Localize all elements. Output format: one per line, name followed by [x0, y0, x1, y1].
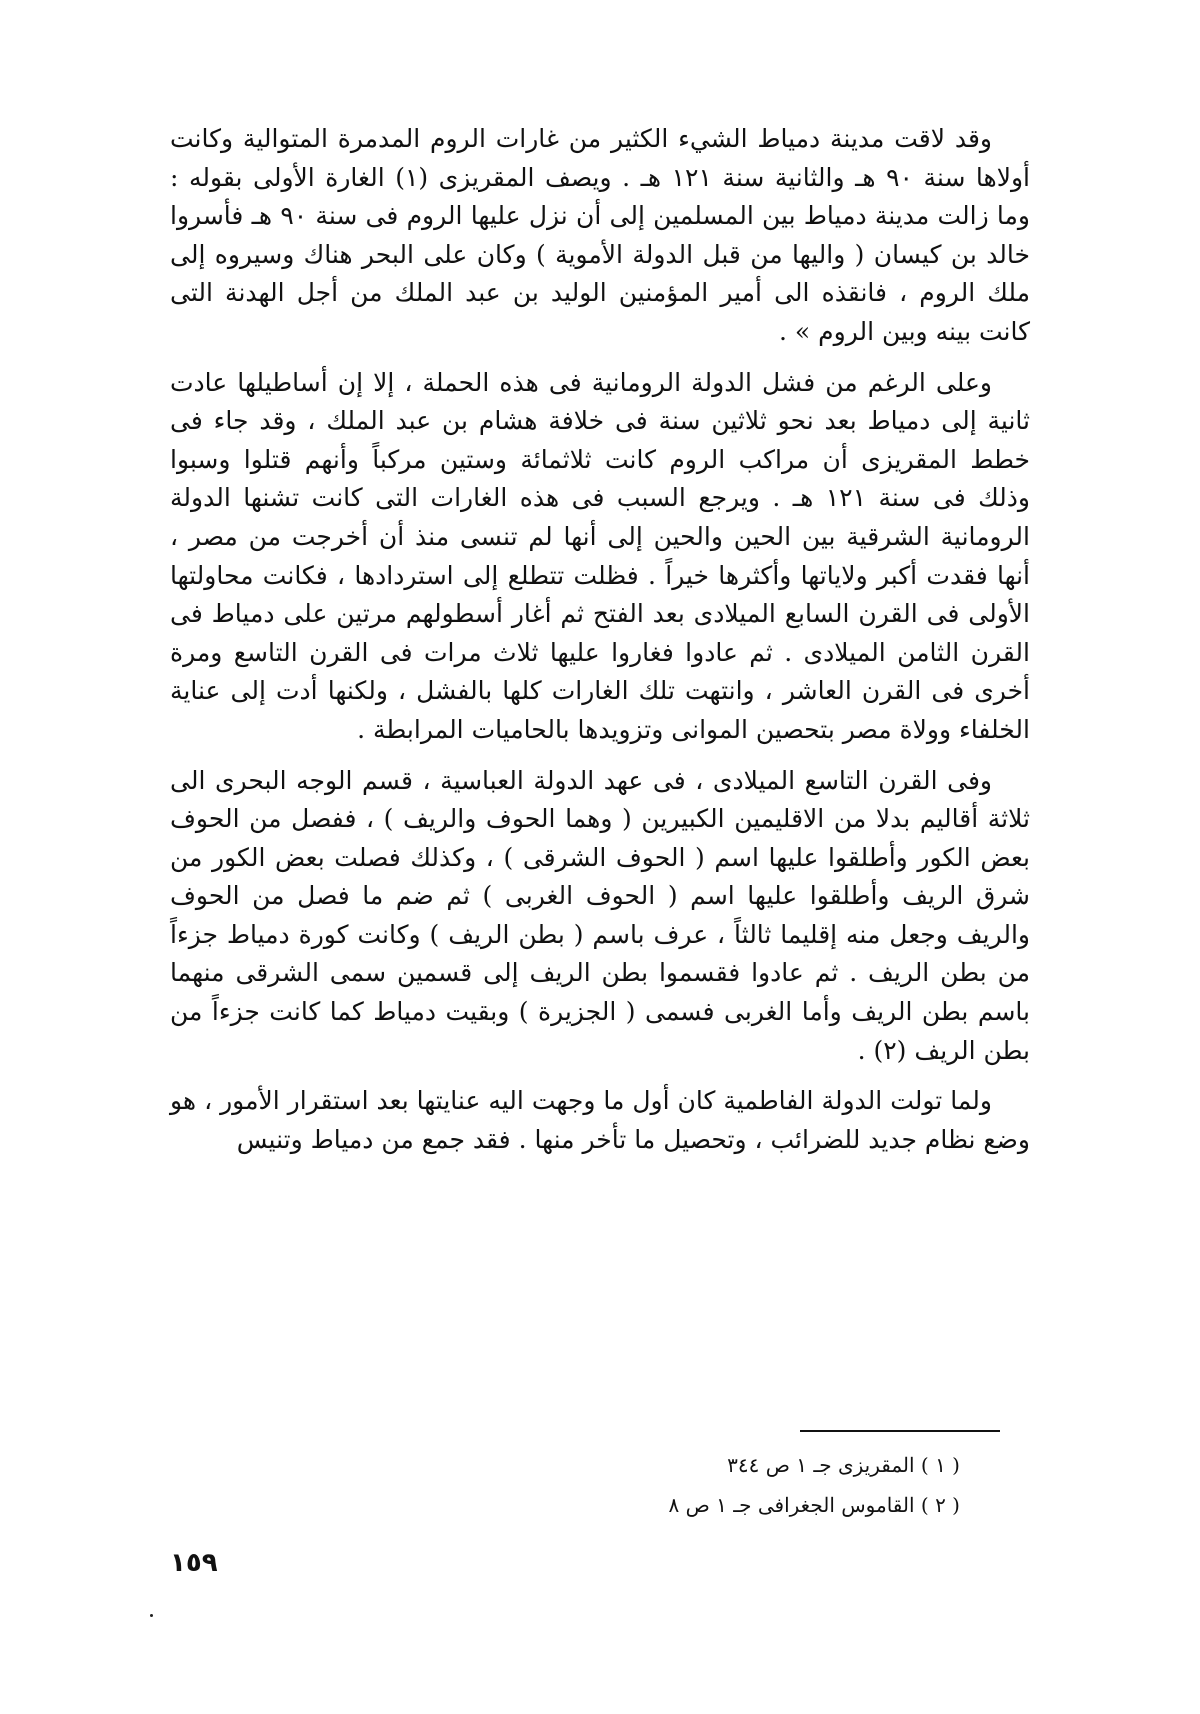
- paragraph-damietta-raids: وقد لاقت مدينة دمياط الشيء الكثير من غارات الروم المدمرة المتوالية وكانت أولاها سنة ٩٠ هـ والثانية سنة ١٢١ هـ . ويصف المقريزى (١) الغارة الأولى بقوله : وما زالت مدينة دمياط بين المسلمين إلى أن نزل عليها الروم فى سنة ٩٠ هـ فأسروا خالد بن كيسان ( واليها من قبل الدولة الأموية ) وكان على البحر هناك وسيروه إلى ملك الروم ، فانقذه الى أمير المؤمنين الوليد بن عبد الملك من أجل الهدنة التى كانت بينه وبين الروم » .: [170, 124, 1030, 346]
- paragraph-fatimid-taxes: ولما تولت الدولة الفاطمية كان أول ما وجهت اليه عنايتها بعد استقرار الأمور ، هو وضع نظام جديد للضرائب ، وتحصيل ما تأخر منها . فقد جمع من دمياط وتنيس: [170, 1086, 1030, 1154]
- footnote-separator: [800, 1430, 1000, 1432]
- paragraph-byzantine-fleets: وعلى الرغم من فشل الدولة الرومانية فى هذه الحملة ، إلا إن أساطيلها عادت ثانية إلى دمياط بعد نحو ثلاثين سنة فى خلافة هشام بن عبد الملك ، وقد جاء فى خطط المقريزى أن مراكب الروم كانت ثلاثمائة وستين مركباً وأنهم قتلوا وسبوا وذلك فى سنة ١٢١ هـ . ويرجع السبب فى هذه الغارات التى كانت تشنها الدولة الرومانية الشرقية بين الحين والحين إلى أنها لم تنسى منذ أن أخرجت من مصر ، أنها فقدت أكبر ولاياتها وأكثرها خيراً . فظلت تتطلع إلى استردادها ، فكانت محاولتها الأولى فى القرن السابع الميلادى بعد الفتح ثم أغار أسطولهم مرتين على دمياط فى القرن الثامن الميلادى . ثم عادوا فغاروا عليها ثلاث مرات فى القرن التاسع ومرة أخرى فى القرن العاشر ، وانتهت تلك الغارات كلها بالفشل ، ولكنها أدت إلى عناية الخلفاء وولاة مصر بتحصين الموانى وتزويدها بالحاميات المرابطة .: [170, 367, 1031, 744]
- scan-speck: [150, 1614, 153, 1617]
- footnote-2: ( ٢ ) القاموس الجغرافى جـ ١ ص ٨: [668, 1493, 960, 1517]
- footnote-1: ( ١ ) المقريزى جـ ١ ص ٣٤٤: [727, 1453, 960, 1477]
- footnotes: [600, 1445, 960, 1525]
- paragraph-abbasid-provinces: وفى القرن التاسع الميلادى ، فى عهد الدولة العباسية ، قسم الوجه البحرى الى ثلاثة أقاليم بدلا من الاقليمين الكبيرين ( وهما الحوف والريف ) ، ففصل من الحوف بعض الكور وأطلقوا عليها اسم ( الحوف الشرقى ) ، وكذلك فصلت بعض الكور من شرق الريف وأطلقوا عليها اسم ( الحوف الغربى ) ثم ضم ما فصل من الحوف والريف وجعل منه إقليما ثالثاً ، عرف باسم ( بطن الريف ) وكانت كورة دمياط جزءاً من بطن الريف . ثم عادوا فقسموا بطن الريف إلى قسمين سمى الشرقى منهما باسم بطن الريف وأما الغربى فسمى ( الجزيرة ) وبقيت دمياط كما كانت جزءاً من بطن الريف (٢) .: [170, 765, 1030, 1065]
- page-number: ١٥٩: [170, 1548, 218, 1578]
- body-text: [170, 120, 1030, 1159]
